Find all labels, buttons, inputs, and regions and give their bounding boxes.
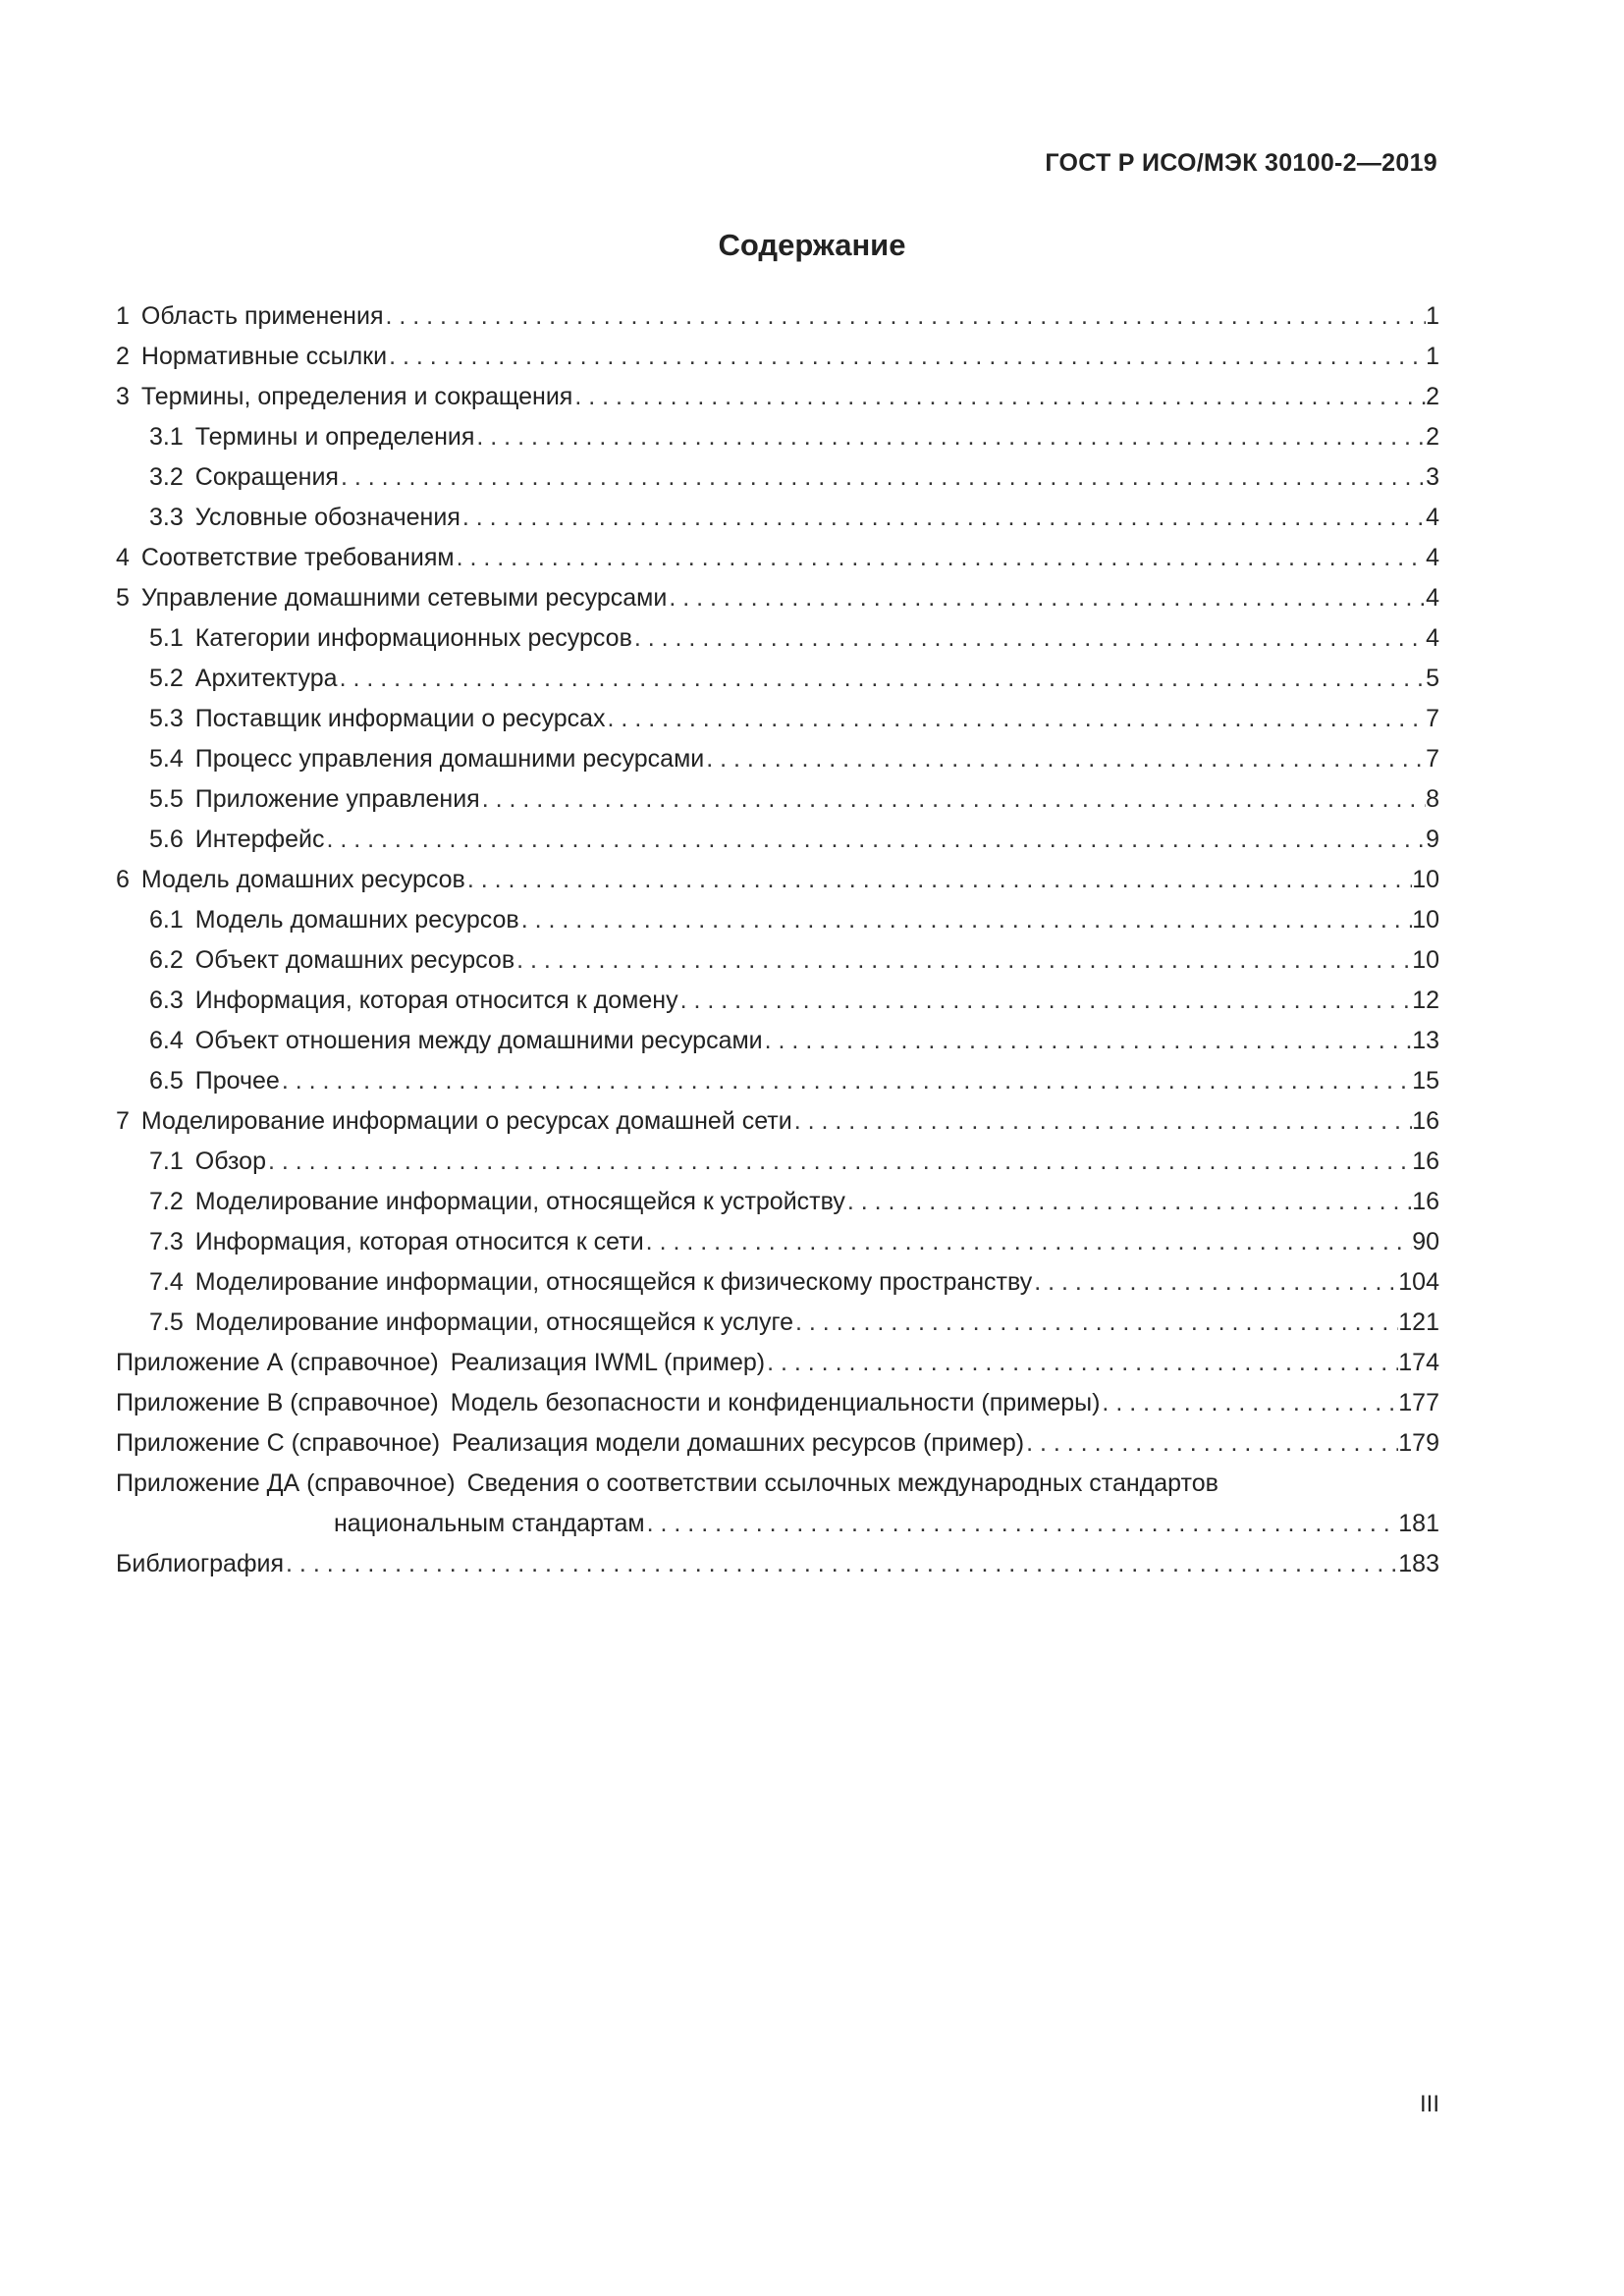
toc-page: 4 [1426, 544, 1439, 571]
toc-page: 2 [1426, 383, 1439, 410]
leader-dots [1024, 1423, 1398, 1464]
toc-label: Соответствие требованиям [140, 544, 455, 571]
leader-dots [324, 820, 1426, 860]
toc-entry[interactable] [116, 1303, 1439, 1343]
toc-num: Приложение В (справочное) [116, 1389, 439, 1416]
toc-label: Модель домашних ресурсов [194, 906, 519, 934]
leader-dots [387, 337, 1426, 377]
leader-dots [284, 1544, 1398, 1584]
toc-entry-appendix[interactable] [116, 1464, 1439, 1544]
toc-entry[interactable] [116, 538, 1439, 578]
toc-page: 179 [1398, 1429, 1439, 1457]
toc-label: Реализация IWML (пример) [450, 1349, 766, 1376]
toc-entry[interactable] [116, 1021, 1439, 1061]
toc-label: Термины, определения и сокращения [140, 383, 573, 410]
toc-num: 7.3 [149, 1228, 184, 1255]
leader-dots [1100, 1383, 1398, 1423]
leader-dots [465, 860, 1412, 900]
toc-label: Поставщик информации о ресурсах [194, 705, 606, 732]
toc-entry[interactable] [116, 1182, 1439, 1222]
toc-label-continued: национальным стандартам [334, 1510, 645, 1537]
leader-dots [632, 618, 1426, 659]
toc-num: 5.2 [149, 665, 184, 692]
leader-dots [645, 1504, 1399, 1544]
toc-page: 4 [1426, 504, 1439, 531]
toc-entry[interactable] [116, 739, 1439, 779]
leader-dots [793, 1303, 1398, 1343]
toc-num: 3.3 [149, 504, 184, 531]
toc-entry[interactable] [116, 779, 1439, 820]
toc-entry[interactable] [116, 417, 1439, 457]
leader-dots [792, 1101, 1412, 1142]
toc-entry-bibliography[interactable] [116, 1544, 1439, 1584]
toc-entry[interactable] [116, 498, 1439, 538]
toc-entry[interactable] [116, 1061, 1439, 1101]
toc-label: Информация, которая относится к домену [194, 987, 678, 1014]
leader-dots [763, 1021, 1413, 1061]
leader-dots [704, 739, 1426, 779]
leader-dots [474, 417, 1426, 457]
toc-num: 2 [116, 343, 130, 370]
toc-entry[interactable] [116, 1222, 1439, 1262]
leader-dots [667, 578, 1426, 618]
toc-entry[interactable] [116, 900, 1439, 940]
toc-num: Приложение С (справочное) [116, 1429, 441, 1457]
toc-num: 1 [116, 302, 130, 330]
toc-entry[interactable] [116, 457, 1439, 498]
toc-page: 15 [1412, 1067, 1439, 1095]
toc-label: Интерфейс [194, 826, 325, 853]
toc-label: Категории информационных ресурсов [194, 624, 632, 652]
leader-dots [644, 1222, 1413, 1262]
leader-dots [606, 699, 1427, 739]
leader-dots [455, 538, 1427, 578]
toc-page: 13 [1412, 1027, 1439, 1054]
toc-label: Моделирование информации, относящейся к физическому пространству [194, 1268, 1033, 1296]
toc-page: 4 [1426, 584, 1439, 612]
toc-page: 7 [1426, 745, 1439, 773]
toc-page: 16 [1412, 1148, 1439, 1175]
toc-label: Объект домашних ресурсов [194, 946, 515, 974]
toc-entry[interactable] [116, 337, 1439, 377]
toc-page: 174 [1398, 1349, 1439, 1376]
toc-label: Нормативные ссылки [140, 343, 388, 370]
toc-entry[interactable] [116, 377, 1439, 417]
toc-page: 10 [1412, 946, 1439, 974]
toc-num: 7 [116, 1107, 130, 1135]
toc-entry[interactable] [116, 1142, 1439, 1182]
toc-page: 16 [1412, 1107, 1439, 1135]
toc-page: 10 [1412, 906, 1439, 934]
toc-label: Архитектура [194, 665, 338, 692]
toc-label: Прочее [194, 1067, 280, 1095]
toc-label: Сокращения [194, 463, 339, 491]
toc-num: 6.1 [149, 906, 184, 934]
toc-num: 7.4 [149, 1268, 184, 1296]
toc-label: Термины и определения [194, 423, 475, 451]
toc-num: 5.5 [149, 785, 184, 813]
toc-label: Моделирование информации, относящейся к устройству [194, 1188, 845, 1215]
leader-dots [1032, 1262, 1398, 1303]
leader-dots [765, 1343, 1398, 1383]
toc-entry[interactable] [116, 1262, 1439, 1303]
leader-dots [480, 779, 1426, 820]
leader-dots [266, 1142, 1412, 1182]
toc-entry-appendix[interactable] [116, 1423, 1439, 1464]
toc-entry[interactable] [116, 296, 1439, 337]
toc-label: Моделирование информации о ресурсах домашней сети [140, 1107, 792, 1135]
toc-page: 12 [1412, 987, 1439, 1014]
toc-entry[interactable] [116, 578, 1439, 618]
toc-label: Обзор [194, 1148, 266, 1175]
toc-page: 8 [1426, 785, 1439, 813]
toc-label: Библиография [116, 1550, 285, 1577]
toc-page: 121 [1398, 1308, 1439, 1336]
table-of-contents [116, 296, 1439, 1584]
toc-num: 4 [116, 544, 130, 571]
toc-num: 5.6 [149, 826, 184, 853]
leader-dots [678, 981, 1413, 1021]
toc-page: 9 [1426, 826, 1439, 853]
toc-num: 6.4 [149, 1027, 184, 1054]
toc-label: Процесс управления домашними ресурсами [194, 745, 705, 773]
toc-entry[interactable] [116, 618, 1439, 659]
toc-entry-appendix[interactable] [116, 1383, 1439, 1423]
toc-num: 3 [116, 383, 130, 410]
page-number: III [1419, 2091, 1439, 2117]
toc-page: 10 [1412, 866, 1439, 893]
toc-num: 7.2 [149, 1188, 184, 1215]
toc-page: 183 [1398, 1550, 1439, 1577]
toc-page: 177 [1398, 1389, 1439, 1416]
toc-page: 16 [1412, 1188, 1439, 1215]
leader-dots [845, 1182, 1412, 1222]
toc-label: Условные обозначения [194, 504, 460, 531]
toc-num: 3.2 [149, 463, 184, 491]
toc-num: 3.1 [149, 423, 184, 451]
toc-entry[interactable] [116, 699, 1439, 739]
toc-entry[interactable] [116, 1101, 1439, 1142]
toc-label: Приложение управления [194, 785, 480, 813]
toc-num: 5.3 [149, 705, 184, 732]
toc-num: Приложение А (справочное) [116, 1349, 439, 1376]
toc-label: Модель домашних ресурсов [140, 866, 465, 893]
toc-label: Модель безопасности и конфиденциальности (примеры) [450, 1389, 1101, 1416]
leader-dots [383, 296, 1426, 337]
toc-page: 104 [1398, 1268, 1439, 1296]
toc-page: 181 [1398, 1510, 1439, 1537]
toc-num: 7.5 [149, 1308, 184, 1336]
toc-num: 5.4 [149, 745, 184, 773]
toc-label: Информация, которая относится к сети [194, 1228, 644, 1255]
toc-entry[interactable] [116, 981, 1439, 1021]
toc-label: Моделирование информации, относящейся к услуге [194, 1308, 794, 1336]
toc-page: 4 [1426, 624, 1439, 652]
toc-entry[interactable] [116, 659, 1439, 699]
toc-page: 1 [1426, 343, 1439, 370]
toc-num: 6.2 [149, 946, 184, 974]
toc-label: Реализация модели домашних ресурсов (пример) [452, 1429, 1025, 1457]
toc-num: 5 [116, 584, 130, 612]
leader-dots [460, 498, 1426, 538]
toc-label: Область применения [140, 302, 384, 330]
toc-num: 7.1 [149, 1148, 184, 1175]
toc-num: 6 [116, 866, 130, 893]
leader-dots [338, 659, 1427, 699]
leader-dots [572, 377, 1426, 417]
toc-page: 7 [1426, 705, 1439, 732]
leader-dots [514, 940, 1412, 981]
toc-entry-appendix[interactable] [116, 1343, 1439, 1383]
toc-entry[interactable] [116, 860, 1439, 900]
toc-page: 90 [1412, 1228, 1439, 1255]
leader-dots [339, 457, 1426, 498]
toc-label: Управление домашними сетевыми ресурсами [140, 584, 668, 612]
toc-num: 6.5 [149, 1067, 184, 1095]
toc-label: Сведения о соответствии ссылочных международных стандартов [466, 1469, 1218, 1497]
toc-num: Приложение ДА (справочное) [116, 1469, 456, 1497]
toc-page: 3 [1426, 463, 1439, 491]
toc-num: 6.3 [149, 987, 184, 1014]
leader-dots [280, 1061, 1412, 1101]
toc-page: 5 [1426, 665, 1439, 692]
toc-page: 1 [1426, 302, 1439, 330]
toc-entry[interactable] [116, 940, 1439, 981]
toc-page: 2 [1426, 423, 1439, 451]
toc-num: 5.1 [149, 624, 184, 652]
toc-entry[interactable] [116, 820, 1439, 860]
document-id: ГОСТ Р ИСО/МЭК 30100-2—2019 [1045, 149, 1437, 177]
page-title: Содержание [718, 228, 906, 262]
leader-dots [519, 900, 1412, 940]
toc-label: Объект отношения между домашними ресурсами [194, 1027, 763, 1054]
